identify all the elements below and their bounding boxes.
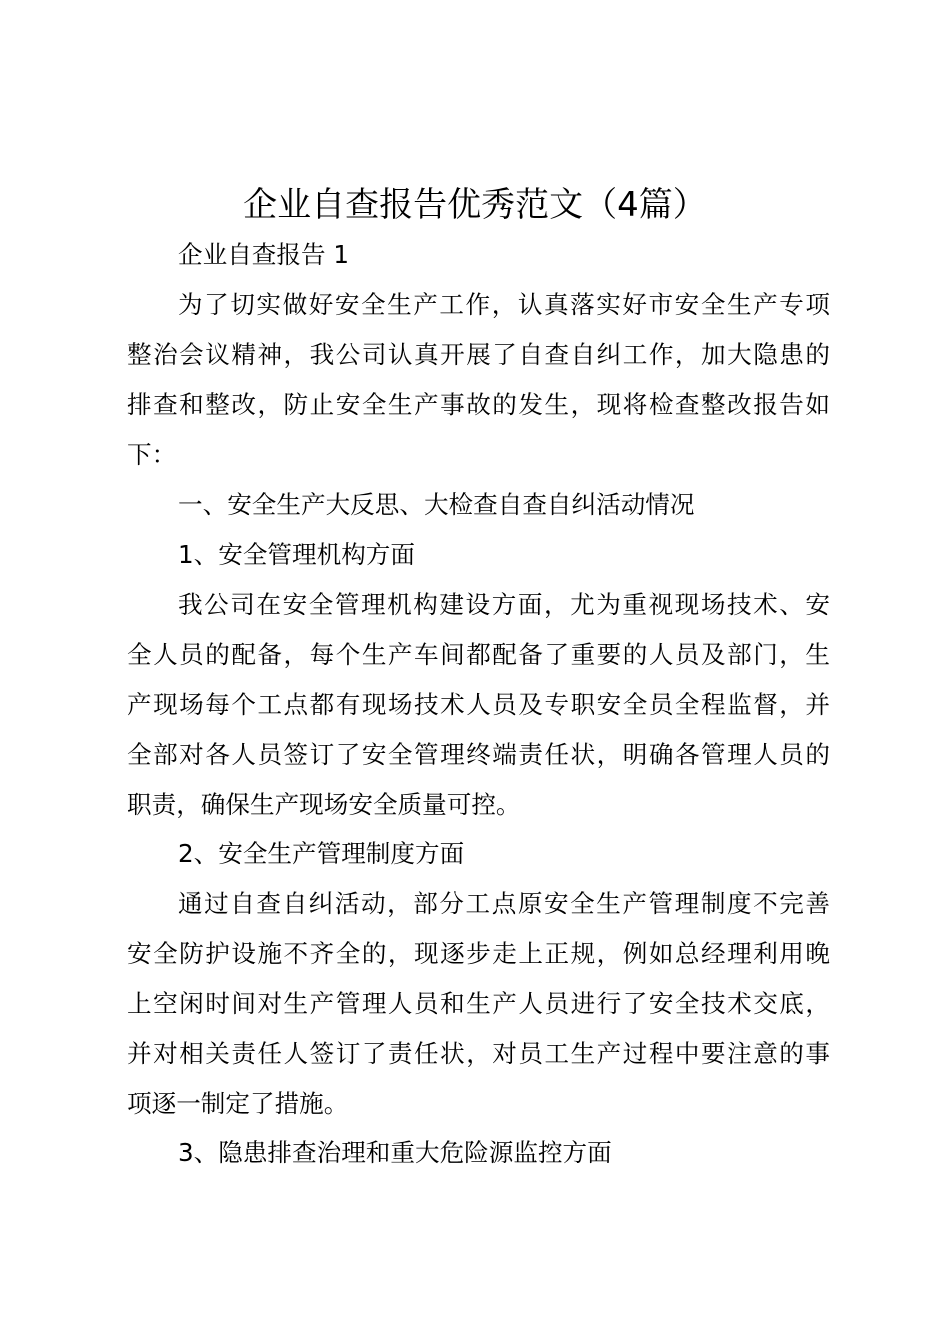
paragraph-line: 为了切实做好安全生产工作，认真落实好市安全生产专项: [178, 290, 830, 319]
paragraph-line: 下：: [127, 440, 177, 469]
paragraph-line: 产现场每个工点都有现场技术人员及专职安全员全程监督，并: [127, 690, 830, 719]
document-title: 企业自查报告优秀范文（4篇）: [243, 185, 707, 225]
report-subtitle: 企业自查报告 1: [178, 240, 350, 269]
subsection-heading: 2、安全生产管理制度方面: [178, 839, 465, 868]
paragraph-line: 全人员的配备，每个生产车间都配备了重要的人员及部门，生: [127, 640, 830, 669]
paragraph-line: 整治会议精神，我公司认真开展了自查自纠工作，加大隐患的: [127, 340, 830, 369]
section-heading: 一、安全生产大反思、大检查自查自纠活动情况: [178, 490, 695, 519]
paragraph-line: 项逐一制定了措施。: [127, 1089, 349, 1118]
paragraph-line: 安全防护设施不齐全的，现逐步走上正规，例如总经理利用晚: [127, 939, 830, 968]
paragraph-line: 并对相关责任人签订了责任状，对员工生产过程中要注意的事: [127, 1039, 830, 1068]
paragraph-line: 上空闲时间对生产管理人员和生产人员进行了安全技术交底，: [127, 989, 830, 1018]
subsection-heading: 1、安全管理机构方面: [178, 540, 415, 569]
paragraph-line: 职责，确保生产现场安全质量可控。: [127, 790, 521, 819]
paragraph-line: 通过自查自纠活动，部分工点原安全生产管理制度不完善: [178, 889, 830, 918]
paragraph-line: 全部对各人员签订了安全管理终端责任状，明确各管理人员的: [127, 740, 830, 769]
subsection-heading: 3、隐患排查治理和重大危险源监控方面: [178, 1138, 612, 1167]
paragraph-line: 我公司在安全管理机构建设方面，尤为重视现场技术、安: [178, 590, 830, 619]
paragraph-line: 排查和整改，防止安全生产事故的发生，现将检查整改报告如: [127, 390, 830, 419]
